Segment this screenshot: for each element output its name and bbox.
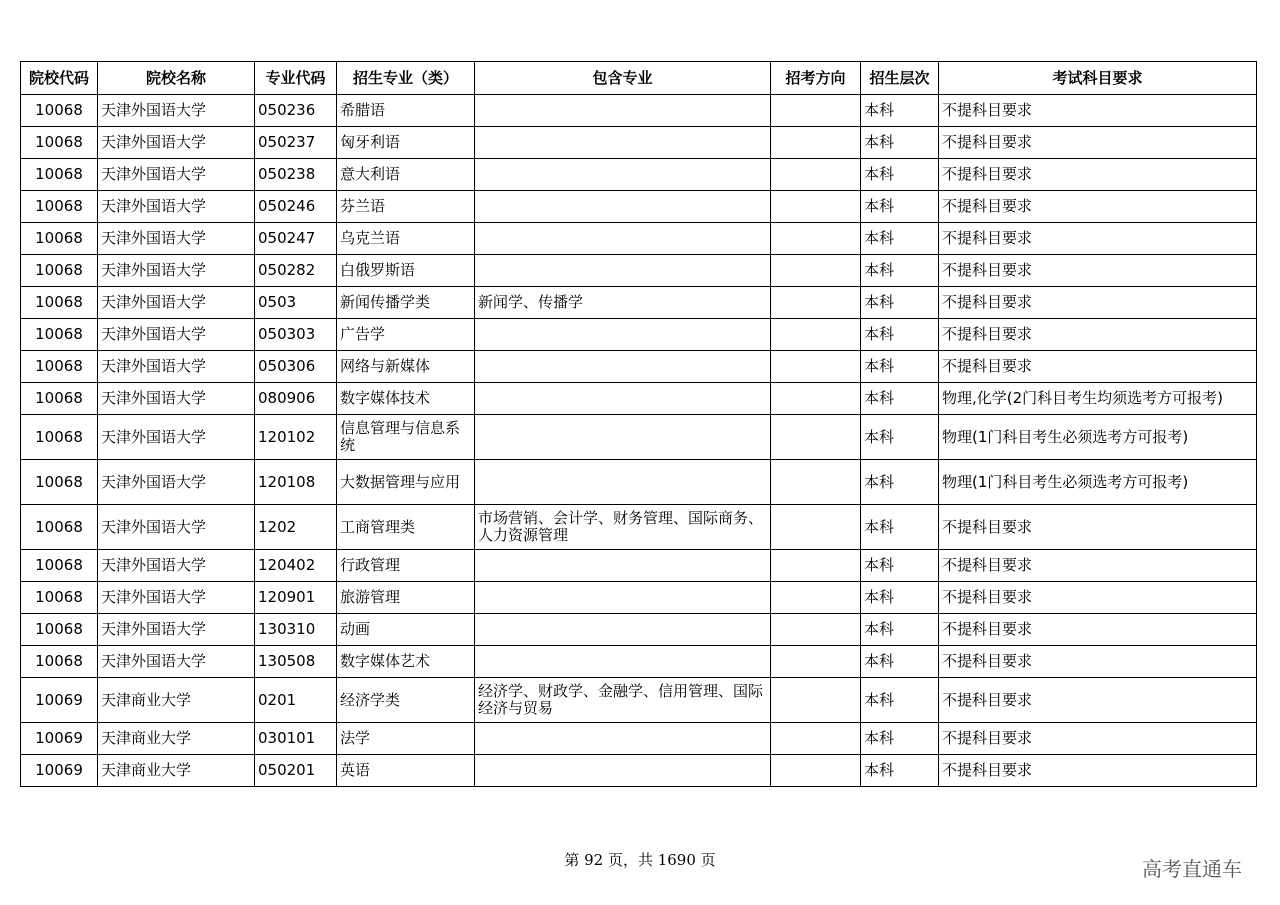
table-cell: 经济学类: [337, 678, 475, 723]
table-cell: [475, 460, 771, 505]
table-cell: 白俄罗斯语: [337, 255, 475, 287]
table-cell: 030101: [255, 723, 337, 755]
table-cell: [771, 223, 861, 255]
table-cell: 不提科目要求: [939, 223, 1257, 255]
table-cell: 希腊语: [337, 95, 475, 127]
table-cell: 130508: [255, 646, 337, 678]
table-cell: 网络与新媒体: [337, 351, 475, 383]
table-cell: 天津外国语大学: [98, 550, 255, 582]
table-cell: 天津外国语大学: [98, 95, 255, 127]
table-row: [21, 127, 1257, 159]
table-cell: [771, 646, 861, 678]
table-cell: 本科: [861, 383, 939, 415]
table-cell: 经济学、财政学、金融学、信用管理、国际经济与贸易: [475, 678, 771, 723]
table-cell: 130310: [255, 614, 337, 646]
table-cell: 不提科目要求: [939, 159, 1257, 191]
table-cell: 天津外国语大学: [98, 460, 255, 505]
table-cell: 天津外国语大学: [98, 287, 255, 319]
table-cell: 10068: [21, 255, 98, 287]
table-cell: 不提科目要求: [939, 319, 1257, 351]
table-cell: 信息管理与信息系统: [337, 415, 475, 460]
table-cell: 本科: [861, 415, 939, 460]
header-school-code: 院校代码: [21, 62, 98, 95]
header-level: 招生层次: [861, 62, 939, 95]
table-cell: 10068: [21, 582, 98, 614]
table-cell: [475, 159, 771, 191]
table-cell: [475, 550, 771, 582]
table-row: [21, 383, 1257, 415]
table-cell: 050306: [255, 351, 337, 383]
table-cell: 050237: [255, 127, 337, 159]
table-cell: 新闻学、传播学: [475, 287, 771, 319]
table-cell: 本科: [861, 95, 939, 127]
table-cell: 本科: [861, 460, 939, 505]
table-cell: 120402: [255, 550, 337, 582]
table-cell: 天津商业大学: [98, 678, 255, 723]
table-cell: 不提科目要求: [939, 582, 1257, 614]
table-cell: 乌克兰语: [337, 223, 475, 255]
table-row: [21, 95, 1257, 127]
header-included-majors: 包含专业: [475, 62, 771, 95]
table-cell: [771, 460, 861, 505]
table-cell: 本科: [861, 614, 939, 646]
table-cell: [475, 127, 771, 159]
table-cell: 本科: [861, 191, 939, 223]
table-cell: 10068: [21, 159, 98, 191]
table-cell: 0503: [255, 287, 337, 319]
admission-table: [20, 61, 1257, 787]
table-cell: [475, 582, 771, 614]
table-cell: 行政管理: [337, 550, 475, 582]
table-cell: [771, 678, 861, 723]
table-cell: 10068: [21, 95, 98, 127]
table-cell: 10068: [21, 614, 98, 646]
table-cell: 10068: [21, 351, 98, 383]
table-cell: 050246: [255, 191, 337, 223]
table-row: [21, 646, 1257, 678]
table-cell: 10069: [21, 755, 98, 787]
table-cell: 大数据管理与应用: [337, 460, 475, 505]
table-cell: [771, 159, 861, 191]
table-cell: 工商管理类: [337, 505, 475, 550]
table-cell: [475, 255, 771, 287]
table-cell: 1202: [255, 505, 337, 550]
table-cell: [771, 319, 861, 351]
table-cell: 050238: [255, 159, 337, 191]
table-cell: [771, 723, 861, 755]
table-cell: [475, 755, 771, 787]
table-row: [21, 582, 1257, 614]
table-cell: 050282: [255, 255, 337, 287]
table-cell: [771, 383, 861, 415]
table-cell: 天津外国语大学: [98, 191, 255, 223]
table-cell: 新闻传播学类: [337, 287, 475, 319]
table-cell: 天津商业大学: [98, 723, 255, 755]
table-cell: 天津外国语大学: [98, 351, 255, 383]
table-cell: 本科: [861, 127, 939, 159]
table-cell: 120901: [255, 582, 337, 614]
table-cell: [475, 723, 771, 755]
table-cell: [771, 95, 861, 127]
table-cell: [771, 255, 861, 287]
table-cell: 10068: [21, 460, 98, 505]
table-body: [21, 95, 1257, 787]
table-cell: 物理(1门科目考生必须选考方可报考): [939, 460, 1257, 505]
table-cell: 天津外国语大学: [98, 505, 255, 550]
table-row: [21, 223, 1257, 255]
table-cell: 天津外国语大学: [98, 159, 255, 191]
table-cell: [475, 223, 771, 255]
table-cell: 不提科目要求: [939, 646, 1257, 678]
table-cell: 本科: [861, 223, 939, 255]
table-cell: 不提科目要求: [939, 191, 1257, 223]
table-cell: 天津外国语大学: [98, 614, 255, 646]
table-cell: 10068: [21, 127, 98, 159]
table-row: [21, 550, 1257, 582]
table-cell: [475, 383, 771, 415]
table-row: [21, 319, 1257, 351]
table-cell: 120108: [255, 460, 337, 505]
table-cell: [475, 646, 771, 678]
table-cell: 10068: [21, 505, 98, 550]
table-cell: 不提科目要求: [939, 614, 1257, 646]
table-cell: 芬兰语: [337, 191, 475, 223]
table-cell: 不提科目要求: [939, 678, 1257, 723]
table-cell: 不提科目要求: [939, 723, 1257, 755]
table-cell: [771, 191, 861, 223]
table-cell: 天津外国语大学: [98, 127, 255, 159]
table-cell: 不提科目要求: [939, 351, 1257, 383]
table-cell: 050201: [255, 755, 337, 787]
table-cell: 080906: [255, 383, 337, 415]
table-cell: 10068: [21, 287, 98, 319]
table-cell: [771, 351, 861, 383]
table-cell: [771, 755, 861, 787]
table-cell: [771, 582, 861, 614]
table-row: [21, 460, 1257, 505]
table-cell: [475, 614, 771, 646]
table-cell: 不提科目要求: [939, 505, 1257, 550]
table-cell: 10068: [21, 319, 98, 351]
table-cell: 本科: [861, 678, 939, 723]
table-cell: 天津外国语大学: [98, 223, 255, 255]
table-row: [21, 614, 1257, 646]
table-cell: 10068: [21, 415, 98, 460]
table-cell: 050247: [255, 223, 337, 255]
table-cell: [475, 415, 771, 460]
table-cell: 不提科目要求: [939, 127, 1257, 159]
table-cell: [771, 415, 861, 460]
table-cell: 本科: [861, 755, 939, 787]
table-cell: 天津商业大学: [98, 755, 255, 787]
table-row: [21, 255, 1257, 287]
header-major-code: 专业代码: [255, 62, 337, 95]
table-cell: 天津外国语大学: [98, 646, 255, 678]
table-header-row: [21, 62, 1257, 95]
table-cell: 本科: [861, 723, 939, 755]
table-cell: 不提科目要求: [939, 95, 1257, 127]
table-cell: 天津外国语大学: [98, 415, 255, 460]
table-cell: 市场营销、会计学、财务管理、国际商务、人力资源管理: [475, 505, 771, 550]
header-major-category: 招生专业（类）: [337, 62, 475, 95]
table-cell: 本科: [861, 351, 939, 383]
table-cell: 数字媒体艺术: [337, 646, 475, 678]
header-subject-requirements: 考试科目要求: [939, 62, 1257, 95]
table-cell: 天津外国语大学: [98, 255, 255, 287]
table-cell: 匈牙利语: [337, 127, 475, 159]
table-row: [21, 351, 1257, 383]
table-cell: 本科: [861, 319, 939, 351]
page-footer: 第 92 页，共 1690 页: [564, 851, 716, 869]
table-cell: 10069: [21, 678, 98, 723]
table-cell: 物理,化学(2门科目考生均须选考方可报考): [939, 383, 1257, 415]
table-cell: 0201: [255, 678, 337, 723]
table-row: [21, 678, 1257, 723]
table-cell: [771, 550, 861, 582]
table-cell: 数字媒体技术: [337, 383, 475, 415]
table-cell: 10068: [21, 383, 98, 415]
table-cell: 10068: [21, 223, 98, 255]
table-cell: [475, 191, 771, 223]
table-cell: 意大利语: [337, 159, 475, 191]
table-cell: 10068: [21, 191, 98, 223]
table-cell: 本科: [861, 505, 939, 550]
table-row: [21, 159, 1257, 191]
table-cell: 物理(1门科目考生必须选考方可报考): [939, 415, 1257, 460]
table-cell: 050303: [255, 319, 337, 351]
table-cell: [771, 287, 861, 319]
table-cell: 英语: [337, 755, 475, 787]
table-cell: 10068: [21, 550, 98, 582]
table-cell: 050236: [255, 95, 337, 127]
table-cell: [475, 351, 771, 383]
table-row: [21, 287, 1257, 319]
table-cell: 天津外国语大学: [98, 319, 255, 351]
table-cell: 10069: [21, 723, 98, 755]
watermark-logo: 高考直通车: [1142, 857, 1242, 881]
table-cell: 120102: [255, 415, 337, 460]
table-cell: 本科: [861, 159, 939, 191]
table-cell: 不提科目要求: [939, 755, 1257, 787]
table-row: [21, 505, 1257, 550]
table-cell: 不提科目要求: [939, 287, 1257, 319]
header-direction: 招考方向: [771, 62, 861, 95]
table-cell: [475, 319, 771, 351]
table-cell: 旅游管理: [337, 582, 475, 614]
table-cell: 广告学: [337, 319, 475, 351]
table-cell: 天津外国语大学: [98, 383, 255, 415]
table-cell: 本科: [861, 287, 939, 319]
table-row: [21, 191, 1257, 223]
table-cell: 本科: [861, 646, 939, 678]
header-school-name: 院校名称: [98, 62, 255, 95]
table-row: [21, 415, 1257, 460]
table-cell: 本科: [861, 550, 939, 582]
table-cell: 本科: [861, 255, 939, 287]
table-cell: 不提科目要求: [939, 255, 1257, 287]
table-cell: [771, 614, 861, 646]
table-row: [21, 723, 1257, 755]
table-cell: 10068: [21, 646, 98, 678]
table-cell: [475, 95, 771, 127]
table-cell: [771, 127, 861, 159]
table-row: [21, 755, 1257, 787]
table-cell: 不提科目要求: [939, 550, 1257, 582]
table-cell: 本科: [861, 582, 939, 614]
table-cell: 天津外国语大学: [98, 582, 255, 614]
table-cell: [771, 505, 861, 550]
table-cell: 法学: [337, 723, 475, 755]
table-cell: 动画: [337, 614, 475, 646]
